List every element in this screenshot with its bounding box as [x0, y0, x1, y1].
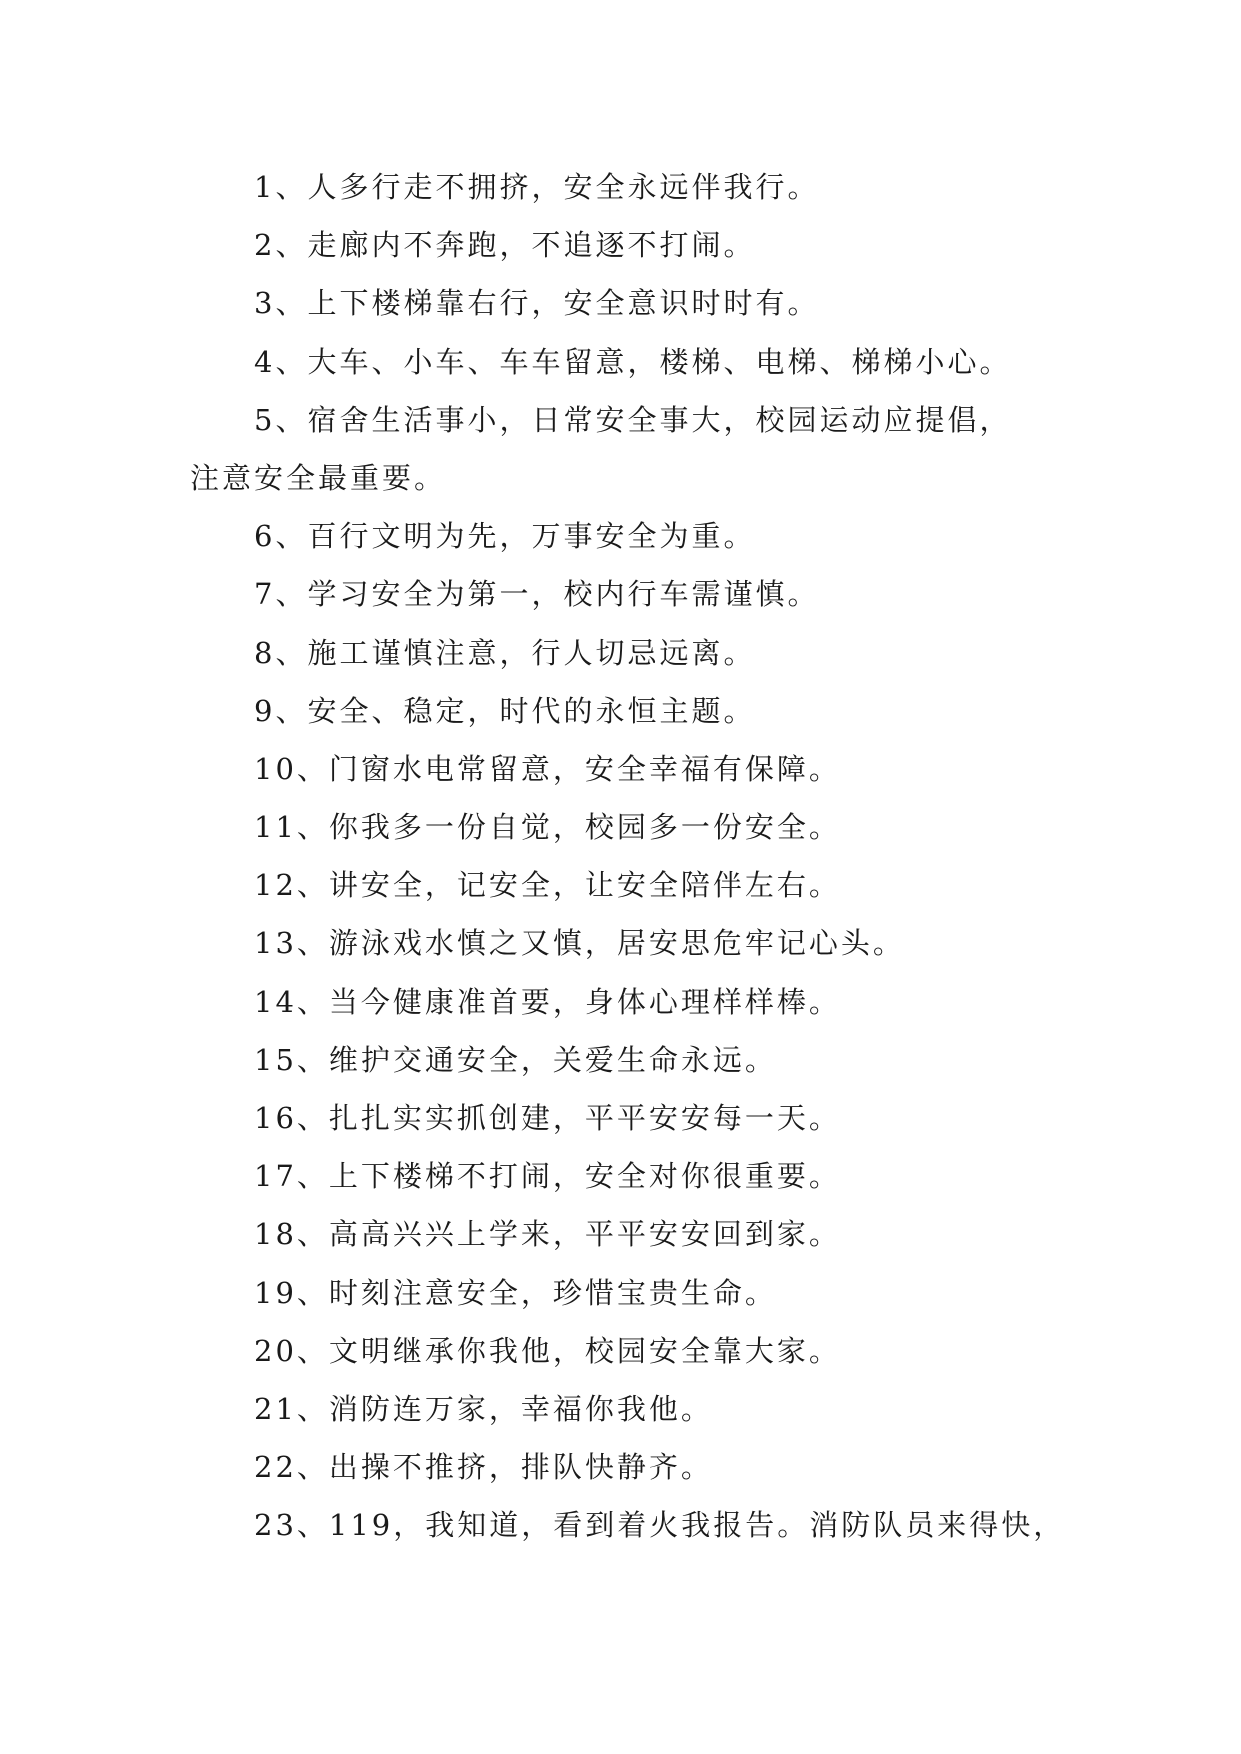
slogan-line: 1、人多行走不拥挤，安全永远伴我行。 — [254, 170, 820, 204]
slogan-line: 12、讲安全，记安全，让安全陪伴左右。 — [254, 868, 841, 903]
slogan-line: 22、出操不推挤，排队快静齐。 — [254, 1450, 713, 1485]
slogan-line: 6、百行文明为先，万事安全为重。 — [254, 519, 756, 554]
slogan-line: 9、安全、稳定，时代的永恒主题。 — [254, 693, 756, 728]
slogan-line: 18、高高兴兴上学来，平平安安回到家。 — [254, 1217, 841, 1252]
slogan-line: 5、宿舍生活事小，日常安全事大，校园运动应提倡， — [254, 402, 1012, 437]
slogan-line: 10、门窗水电常留意，安全幸福有保障。 — [254, 751, 841, 786]
slogan-line: 7、学习安全为第一，校内行车需谨慎。 — [254, 577, 820, 612]
slogan-line: 20、文明继承你我他，校园安全靠大家。 — [254, 1333, 841, 1368]
slogan-line: 23、119，我知道，看到着火我报告。消防队员来得快， — [254, 1508, 1066, 1543]
slogan-line: 4、大车、小车、车车留意，楼梯、电梯、梯梯小心。 — [254, 344, 1012, 379]
slogan-line: 8、施工谨慎注意，行人切忌远离。 — [254, 635, 756, 670]
slogan-line: 2、走廊内不奔跑，不追逐不打闹。 — [254, 228, 756, 263]
slogan-list — [190, 158, 1070, 1555]
slogan-line: 15、维护交通安全，关爱生命永远。 — [254, 1042, 777, 1077]
slogan-line-continuation: 注意安全最重要。 — [190, 460, 447, 495]
slogan-line: 19、时刻注意安全，珍惜宝贵生命。 — [254, 1275, 777, 1310]
slogan-line: 14、当今健康准首要，身体心理样样棒。 — [254, 984, 841, 1019]
slogan-line: 17、上下楼梯不打闹，安全对你很重要。 — [254, 1159, 841, 1194]
slogan-line: 3、上下楼梯靠右行，安全意识时时有。 — [254, 286, 820, 321]
slogan-line: 13、游泳戏水慎之又慎，居安思危牢记心头。 — [254, 926, 905, 961]
slogan-line: 21、消防连万家，幸福你我他。 — [254, 1391, 713, 1426]
slogan-line: 16、扎扎实实抓创建，平平安安每一天。 — [254, 1101, 841, 1135]
slogan-line: 11、你我多一份自觉，校园多一份安全。 — [254, 810, 841, 845]
